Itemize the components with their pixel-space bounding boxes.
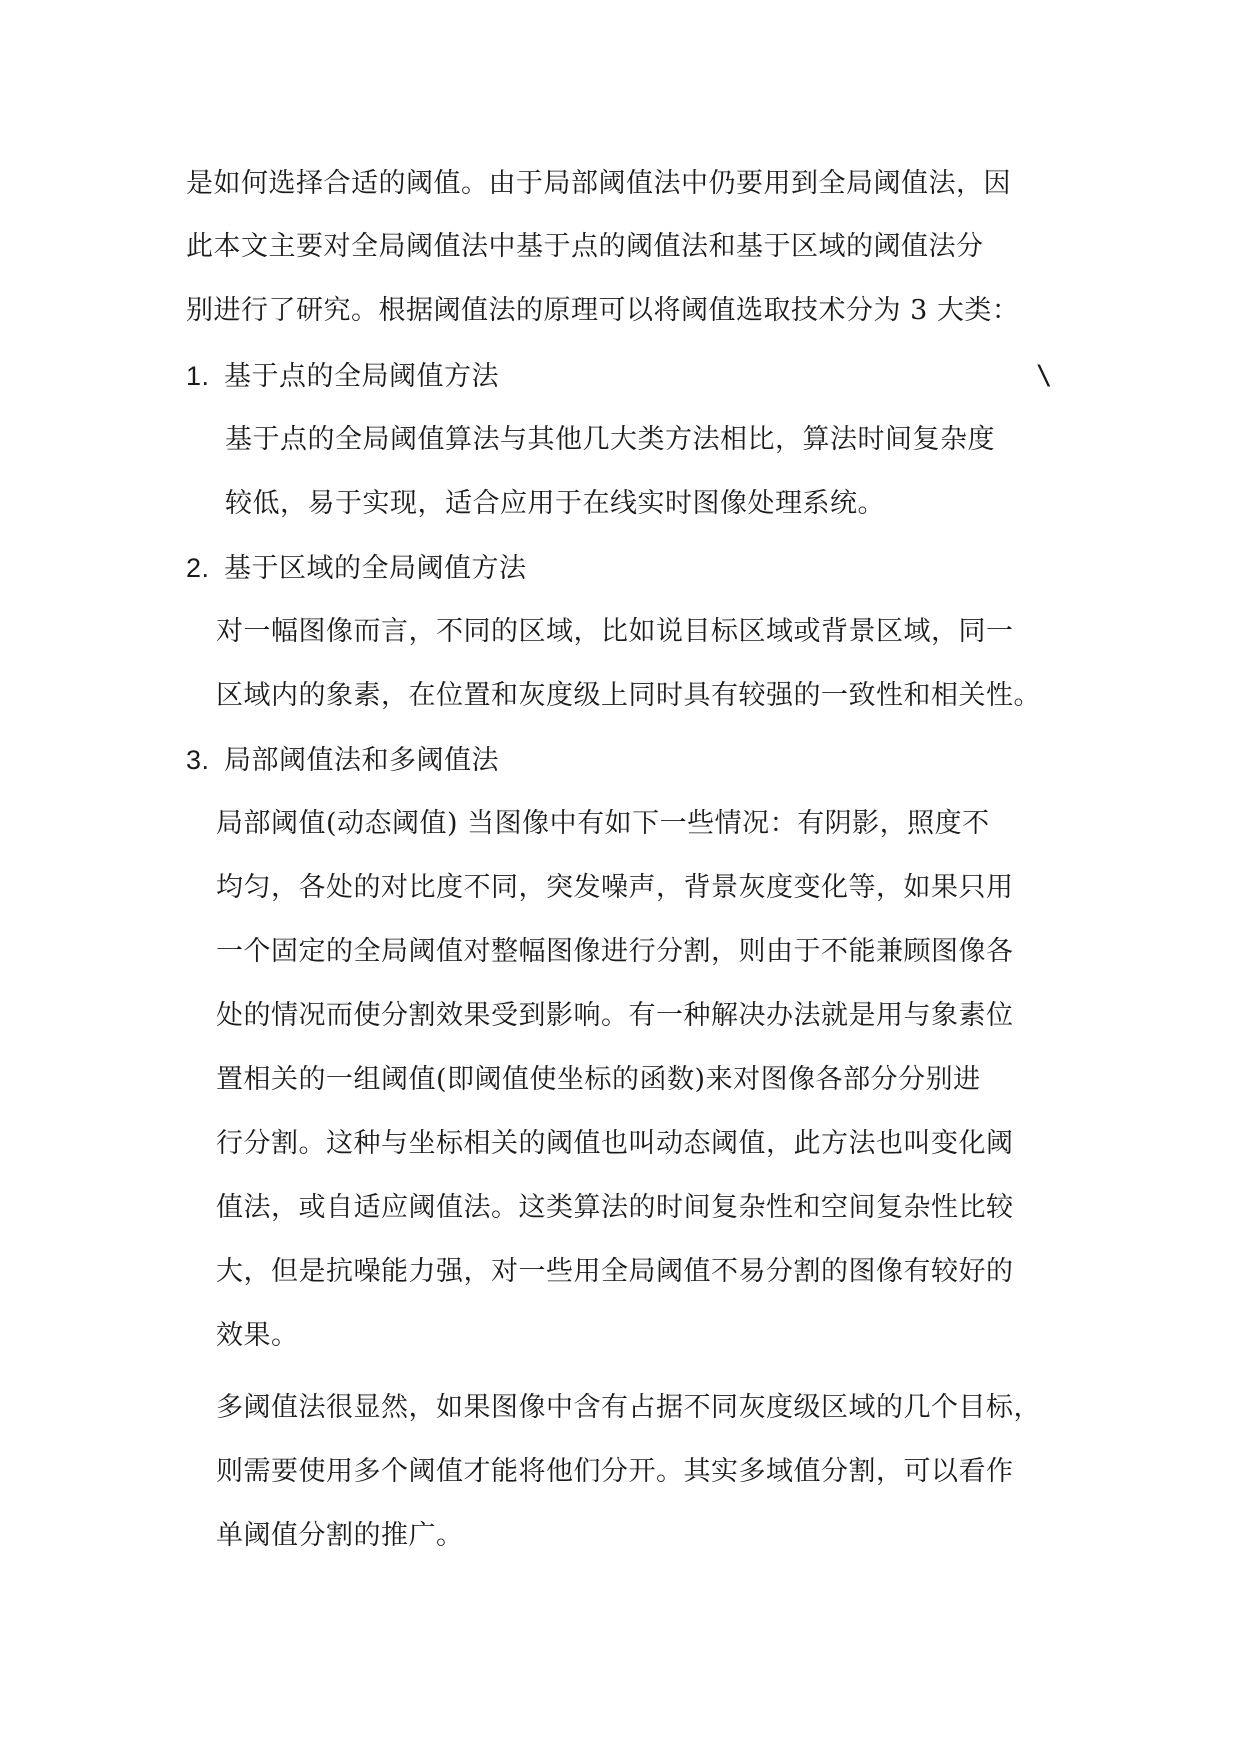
section-3-line: 多阈值法很显然，如果图像中含有占据不同灰度级区域的几个目标， bbox=[216, 1392, 1041, 1423]
intro-line: 是如何选择合适的阈值。由于局部阈值法中仍要用到全局阈值法，因 bbox=[186, 168, 1011, 199]
section-heading bbox=[186, 742, 499, 779]
section-3-line: 行分割。这种与坐标相关的阈值也叫动态阈值，此方法也叫变化阈 bbox=[216, 1128, 1014, 1159]
section-1-line: 较低，易于实现，适合应用于在线实时图像处理系统。 bbox=[225, 488, 885, 519]
section-3-line: 效果。 bbox=[216, 1320, 299, 1351]
section-number: 2. bbox=[186, 553, 210, 583]
section-2-line: 区域内的象素，在位置和灰度级上同时具有较强的一致性和相关性。 bbox=[216, 680, 1041, 711]
section-3-line: 则需要使用多个阈值才能将他们分开。其实多域值分割，可以看作 bbox=[216, 1456, 1014, 1487]
section-3-line: 单阈值分割的推广。 bbox=[216, 1520, 464, 1551]
intro-line: 此本文主要对全局阈值法中基于点的阈值法和基于区域的阈值法分 bbox=[186, 231, 984, 262]
section-heading bbox=[186, 550, 527, 587]
section-3-line: 局部阈值(动态阈值) 当图像中有如下一些情况：有阴影，照度不 bbox=[216, 808, 990, 839]
section-1-line: 基于点的全局阈值算法与其他几大类方法相比，算法时间复杂度 bbox=[225, 424, 995, 455]
section-3-line: 均匀，各处的对比度不同，突发噪声，背景灰度变化等，如果只用 bbox=[216, 872, 1014, 903]
section-2-line: 对一幅图像而言，不同的区域，比如说目标区域或背景区域，同一 bbox=[216, 616, 1014, 647]
section-title: 基于区域的全局阈值方法 bbox=[224, 553, 527, 584]
intro-line: 别进行了研究。根据阈值法的原理可以将阈值选取技术分为 3 大类： bbox=[186, 295, 1020, 326]
section-3-line: 值法，或自适应阈值法。这类算法的时间复杂性和空间复杂性比较 bbox=[216, 1192, 1014, 1223]
section-heading bbox=[186, 358, 499, 395]
stray-backslash-mark: \ bbox=[1036, 360, 1053, 391]
section-number: 1. bbox=[186, 361, 210, 391]
section-3-line: 置相关的一组阈值(即阈值使坐标的函数)来对图像各部分分别进 bbox=[216, 1064, 981, 1095]
section-3-line: 一个固定的全局阈值对整幅图像进行分割，则由于不能兼顾图像各 bbox=[216, 936, 1014, 967]
section-3-line: 大，但是抗噪能力强，对一些用全局阈值不易分割的图像有较好的 bbox=[216, 1256, 1014, 1287]
section-title: 局部阈值法和多阈值法 bbox=[224, 745, 499, 776]
section-title: 基于点的全局阈值方法 bbox=[224, 361, 499, 392]
section-3-line: 处的情况而使分割效果受到影响。有一种解决办法就是用与象素位 bbox=[216, 1000, 1014, 1031]
section-number: 3. bbox=[186, 745, 210, 775]
